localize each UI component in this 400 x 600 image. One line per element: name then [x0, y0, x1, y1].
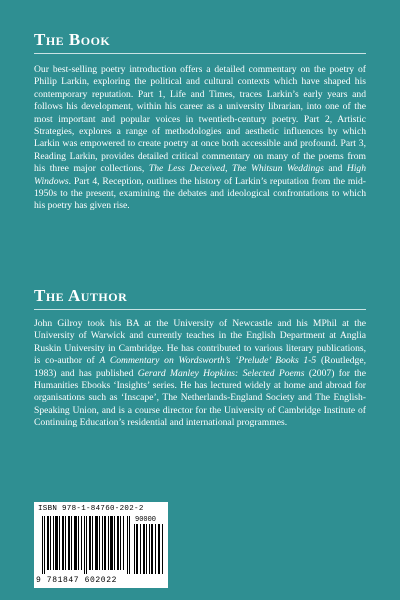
isbn-barcode [34, 502, 168, 588]
book-sep-2: and [323, 163, 347, 175]
book-text-a: Our best-selling poetry introduction offers a detailed commentary on the poetry of Philip Larkin, exploring the political and cultural contexts which have shaped his contemporary reputation. Part 1, Life and Times, traces Larkin’s early years and follows his development, within his career as a university librarian, into one of the most important and popular voices in twentieth-century poetry. Part 2, Artistic Strategies, explores a range of methodologies and aesthetic influences by which Larkin was empowered to create poetry at once both accessible and profound. Part 3, Reading Larkin, provides detailed critical commentary on many of the poems from his three major collections, [34, 64, 366, 175]
book-divider [34, 53, 366, 54]
title-hopkins-selected: Gerard Manley Hopkins: Selected Poems [137, 367, 305, 379]
title-whitsun-weddings: The Whitsun Weddings [232, 163, 324, 175]
title-high-windows: High Windows [34, 163, 367, 187]
author-heading: The Author [34, 286, 128, 305]
barcode-bars [42, 516, 130, 574]
author-bio [34, 318, 366, 430]
book-text-b: . Part 4, Reception, outlines the history of Larkin’s reputation from the mid-1950s to the present, examining the debates and ideological confrontations to which his poetry has given rise. [34, 175, 366, 212]
book-heading: The Book [34, 30, 111, 49]
title-less-deceived: The Less Deceived [148, 163, 226, 175]
addon-bars [134, 524, 164, 574]
author-text-a: John Gilroy took his BA at the University of Newcastle and his MPhil at the University of Warwick and currently teaches in the English Department at Anglia Ruskin University in Cambridge. He has contributed to various literary publications, is co-author of [34, 318, 366, 367]
isbn-label: ISBN 978-1-84760-202-2 [38, 505, 144, 513]
barcode-digits: 9 781847 602022 [36, 576, 118, 585]
author-text-b: (Routledge, 1983) and has published [34, 355, 366, 379]
title-wordsworth-commentary: A Commentary on Wordsworth’s ‘Prelude’ Books 1-5 [99, 355, 317, 367]
book-description [34, 64, 366, 213]
author-divider [34, 309, 366, 310]
addon-price-code: 90000 [135, 516, 157, 524]
book-sep-1: , [225, 163, 233, 175]
author-text-c: (2007) for the Humanities Ebooks ‘Insights’ series. He has lectured widely at home and abroad for organisations such as ‘Inscape’, The Netherlands-England Society and The English-Speaking Union, and is a course director for the University of Cambridge Institute of Continuing Education’s residential and international programmes. [34, 367, 366, 429]
